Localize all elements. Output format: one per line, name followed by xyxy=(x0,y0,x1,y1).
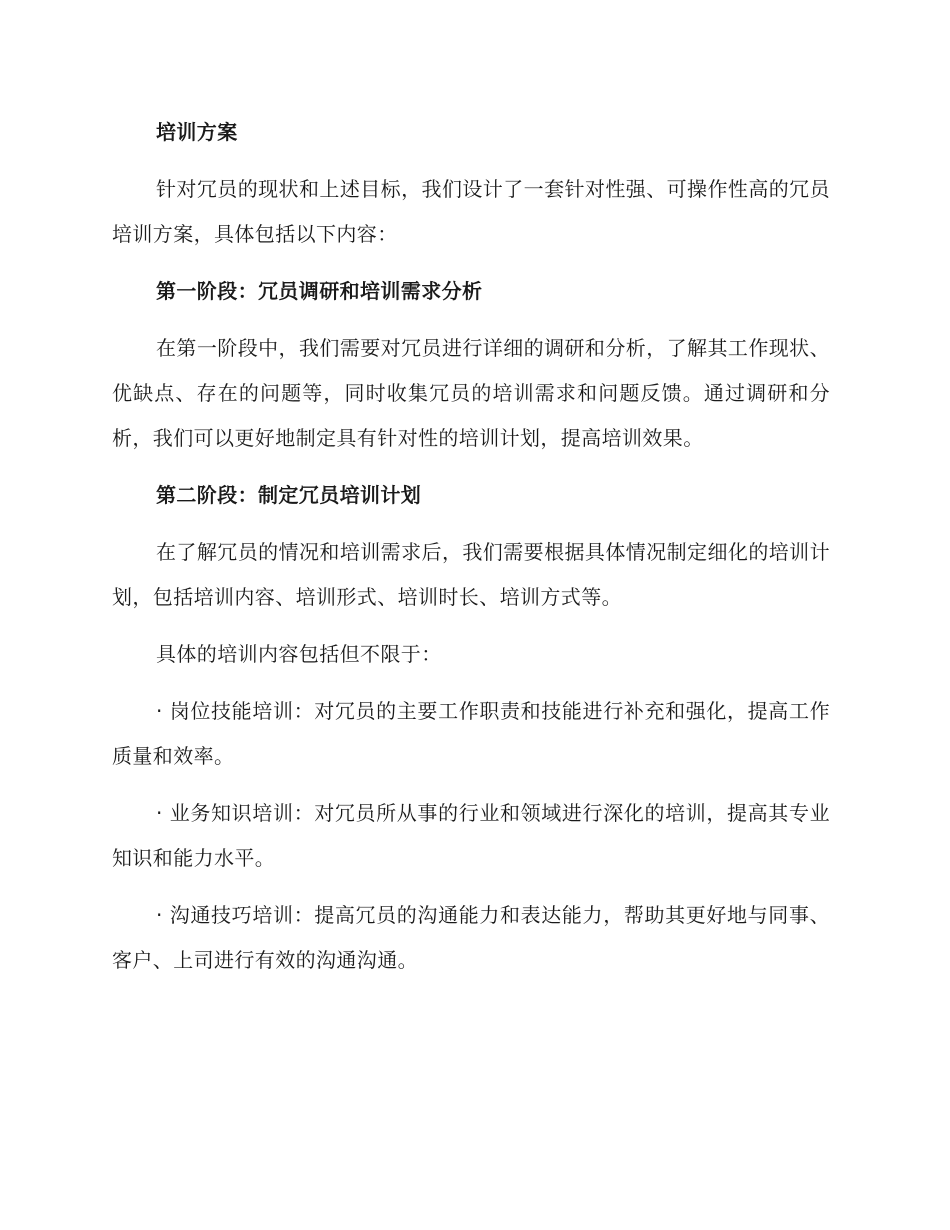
document-body xyxy=(112,110,830,983)
bullet-item-job-skills: · 岗位技能培训：对冗员的主要工作职责和技能进行补充和强化，提高工作质量和效率。 xyxy=(112,699,830,768)
content-intro-paragraph: 具体的培训内容包括但不限于： xyxy=(156,642,442,666)
stage1-paragraph: 在第一阶段中，我们需要对冗员进行详细的调研和分析，了解其工作现状、优缺点、存在的问题等，同时收集冗员的培训需求和问题反馈。通过调研和分析，我们可以更好地制定具有针对性的培训计划，提高培训效果。 xyxy=(112,336,830,450)
stage1-heading: 第一阶段：冗员调研和培训需求分析 xyxy=(156,279,483,303)
stage2-paragraph: 在了解冗员的情况和培训需求后，我们需要根据具体情况制定细化的培训计划，包括培训内容、培训形式、培训时长、培训方式等。 xyxy=(112,540,830,609)
bullet-item-business-knowledge: · 业务知识培训：对冗员所从事的行业和领域进行深化的培训，提高其专业知识和能力水平。 xyxy=(112,801,830,870)
stage2-heading: 第二阶段：制定冗员培训计划 xyxy=(156,483,422,507)
bullet-item-communication-skills: · 沟通技巧培训：提高冗员的沟通能力和表达能力，帮助其更好地与同事、客户、上司进行有效的沟通沟通。 xyxy=(112,903,830,972)
section-heading: 培训方案 xyxy=(156,120,238,144)
intro-paragraph: 针对冗员的现状和上述目标，我们设计了一套针对性强、可操作性高的冗员培训方案，具体包括以下内容： xyxy=(112,177,830,246)
